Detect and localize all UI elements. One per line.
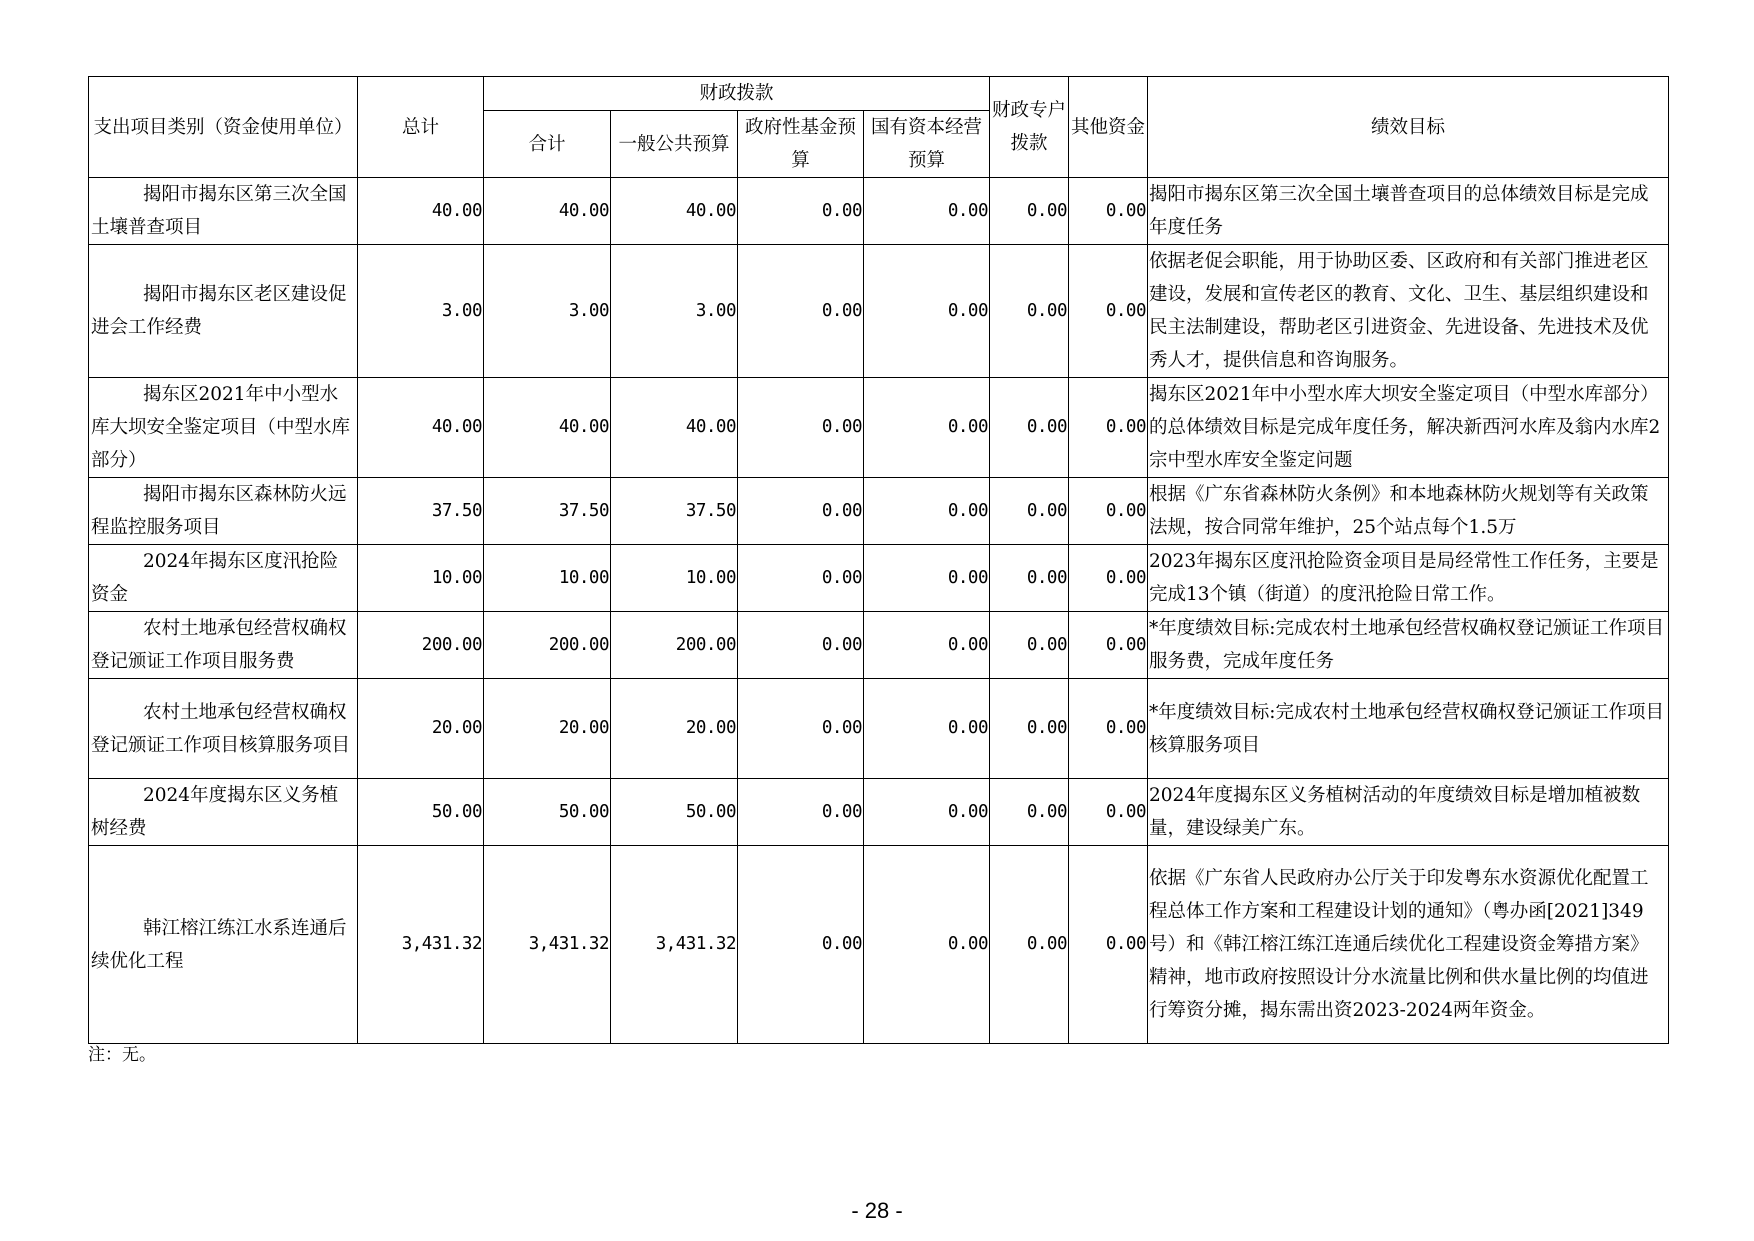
table-row	[89, 612, 1669, 679]
row-goal: 揭东区2021年中小型水库大坝安全鉴定项目（中型水库部分）的总体绩效目标是完成年度任务，解决新西河水库及翁内水库2宗中型水库安全鉴定问题	[1148, 378, 1669, 478]
row-gov-fund: 0.00	[738, 378, 864, 478]
row-total: 40.00	[358, 178, 484, 245]
row-general: 40.00	[611, 378, 738, 478]
row-state-capital: 0.00	[864, 245, 990, 378]
row-general: 200.00	[611, 612, 738, 679]
row-general: 40.00	[611, 178, 738, 245]
table-row	[89, 846, 1669, 1044]
table-row	[89, 679, 1669, 779]
row-general: 3,431.32	[611, 846, 738, 1044]
row-subtotal: 200.00	[484, 612, 611, 679]
row-other: 0.00	[1069, 478, 1148, 545]
row-special: 0.00	[990, 478, 1069, 545]
row-name: 揭东区2021年中小型水库大坝安全鉴定项目（中型水库部分）	[89, 378, 358, 478]
row-name: 揭阳市揭东区第三次全国土壤普查项目	[89, 178, 358, 245]
row-goal: 根据《广东省森林防火条例》和本地森林防火规划等有关政策法规，按合同常年维护，25个站点每个1.5万	[1148, 478, 1669, 545]
row-state-capital: 0.00	[864, 779, 990, 846]
row-total: 20.00	[358, 679, 484, 779]
row-gov-fund: 0.00	[738, 545, 864, 612]
row-subtotal: 10.00	[484, 545, 611, 612]
row-goal: 2024年度揭东区义务植树活动的年度绩效目标是增加植被数量，建设绿美广东。	[1148, 779, 1669, 846]
row-subtotal: 20.00	[484, 679, 611, 779]
row-total: 37.50	[358, 478, 484, 545]
row-gov-fund: 0.00	[738, 679, 864, 779]
row-gov-fund: 0.00	[738, 612, 864, 679]
row-goal: 依据老促会职能，用于协助区委、区政府和有关部门推进老区建设，发展和宣传老区的教育、文化、卫生、基层组织建设和民主法制建设，帮助老区引进资金、先进设备、先进技术及优秀人才，提供信息和咨询服务。	[1148, 245, 1669, 378]
header-general-budget: 一般公共预算	[611, 111, 738, 178]
row-state-capital: 0.00	[864, 378, 990, 478]
table-row	[89, 779, 1669, 846]
header-gov-fund: 政府性基金预算	[738, 111, 864, 178]
row-subtotal: 37.50	[484, 478, 611, 545]
row-subtotal: 50.00	[484, 779, 611, 846]
row-state-capital: 0.00	[864, 612, 990, 679]
row-other: 0.00	[1069, 378, 1148, 478]
row-name: 揭阳市揭东区老区建设促进会工作经费	[89, 245, 358, 378]
row-special: 0.00	[990, 378, 1069, 478]
row-name: 2024年度揭东区义务植树经费	[89, 779, 358, 846]
row-goal: *年度绩效目标:完成农村土地承包经营权确权登记颁证工作项目服务费，完成年度任务	[1148, 612, 1669, 679]
row-general: 10.00	[611, 545, 738, 612]
row-name: 农村土地承包经营权确权登记颁证工作项目核算服务项目	[89, 679, 358, 779]
row-name: 韩江榕江练江水系连通后续优化工程	[89, 846, 358, 1044]
header-category: 支出项目类别（资金使用单位）	[89, 77, 358, 178]
row-gov-fund: 0.00	[738, 779, 864, 846]
header-total: 总计	[358, 77, 484, 178]
row-general: 20.00	[611, 679, 738, 779]
header-goal: 绩效目标	[1148, 77, 1669, 178]
row-state-capital: 0.00	[864, 679, 990, 779]
row-state-capital: 0.00	[864, 178, 990, 245]
table-row	[89, 478, 1669, 545]
row-general: 37.50	[611, 478, 738, 545]
row-subtotal: 3.00	[484, 245, 611, 378]
row-other: 0.00	[1069, 612, 1148, 679]
row-gov-fund: 0.00	[738, 245, 864, 378]
header-subtotal: 合计	[484, 111, 611, 178]
row-total: 40.00	[358, 378, 484, 478]
row-subtotal: 3,431.32	[484, 846, 611, 1044]
row-other: 0.00	[1069, 779, 1148, 846]
row-gov-fund: 0.00	[738, 478, 864, 545]
row-goal: 揭阳市揭东区第三次全国土壤普查项目的总体绩效目标是完成年度任务	[1148, 178, 1669, 245]
header-special-account: 财政专户拨款	[990, 77, 1069, 178]
row-total: 200.00	[358, 612, 484, 679]
row-total: 3.00	[358, 245, 484, 378]
table-row	[89, 245, 1669, 378]
row-general: 50.00	[611, 779, 738, 846]
row-other: 0.00	[1069, 545, 1148, 612]
row-goal: 依据《广东省人民政府办公厅关于印发粤东水资源优化配置工程总体工作方案和工程建设计划的通知》（粤办函[2021]349号）和《韩江榕江练江连通后续优化工程建设资金筹措方案》精神，地市政府按照设计分水流量比例和供水量比例的均值进行筹资分摊，揭东需出资2023-2024两年资金。	[1148, 846, 1669, 1044]
row-other: 0.00	[1069, 846, 1148, 1044]
table-row	[89, 378, 1669, 478]
row-other: 0.00	[1069, 245, 1148, 378]
header-state-capital: 国有资本经营预算	[864, 111, 990, 178]
table-body	[89, 178, 1669, 1044]
row-special: 0.00	[990, 846, 1069, 1044]
row-special: 0.00	[990, 679, 1069, 779]
row-other: 0.00	[1069, 679, 1148, 779]
budget-table	[88, 76, 1669, 1044]
table-note: 注：无。	[88, 1045, 156, 1065]
row-total: 3,431.32	[358, 846, 484, 1044]
header-other: 其他资金	[1069, 77, 1148, 178]
table-header	[89, 77, 1669, 178]
row-gov-fund: 0.00	[738, 846, 864, 1044]
row-name: 2024年揭东区度汛抢险资金	[89, 545, 358, 612]
row-special: 0.00	[990, 612, 1069, 679]
row-special: 0.00	[990, 545, 1069, 612]
row-state-capital: 0.00	[864, 478, 990, 545]
row-total: 10.00	[358, 545, 484, 612]
row-subtotal: 40.00	[484, 378, 611, 478]
row-special: 0.00	[990, 245, 1069, 378]
row-name: 揭阳市揭东区森林防火远程监控服务项目	[89, 478, 358, 545]
row-general: 3.00	[611, 245, 738, 378]
row-goal: 2023年揭东区度汛抢险资金项目是局经常性工作任务，主要是完成13个镇（街道）的度汛抢险日常工作。	[1148, 545, 1669, 612]
table-row	[89, 178, 1669, 245]
row-special: 0.00	[990, 178, 1069, 245]
table-row	[89, 545, 1669, 612]
row-gov-fund: 0.00	[738, 178, 864, 245]
row-name: 农村土地承包经营权确权登记颁证工作项目服务费	[89, 612, 358, 679]
row-goal: *年度绩效目标:完成农村土地承包经营权确权登记颁证工作项目核算服务项目	[1148, 679, 1669, 779]
row-state-capital: 0.00	[864, 846, 990, 1044]
header-fiscal-group: 财政拨款	[484, 77, 990, 111]
row-special: 0.00	[990, 779, 1069, 846]
row-total: 50.00	[358, 779, 484, 846]
page-number: - 28 -	[851, 1198, 903, 1223]
row-other: 0.00	[1069, 178, 1148, 245]
row-state-capital: 0.00	[864, 545, 990, 612]
row-subtotal: 40.00	[484, 178, 611, 245]
